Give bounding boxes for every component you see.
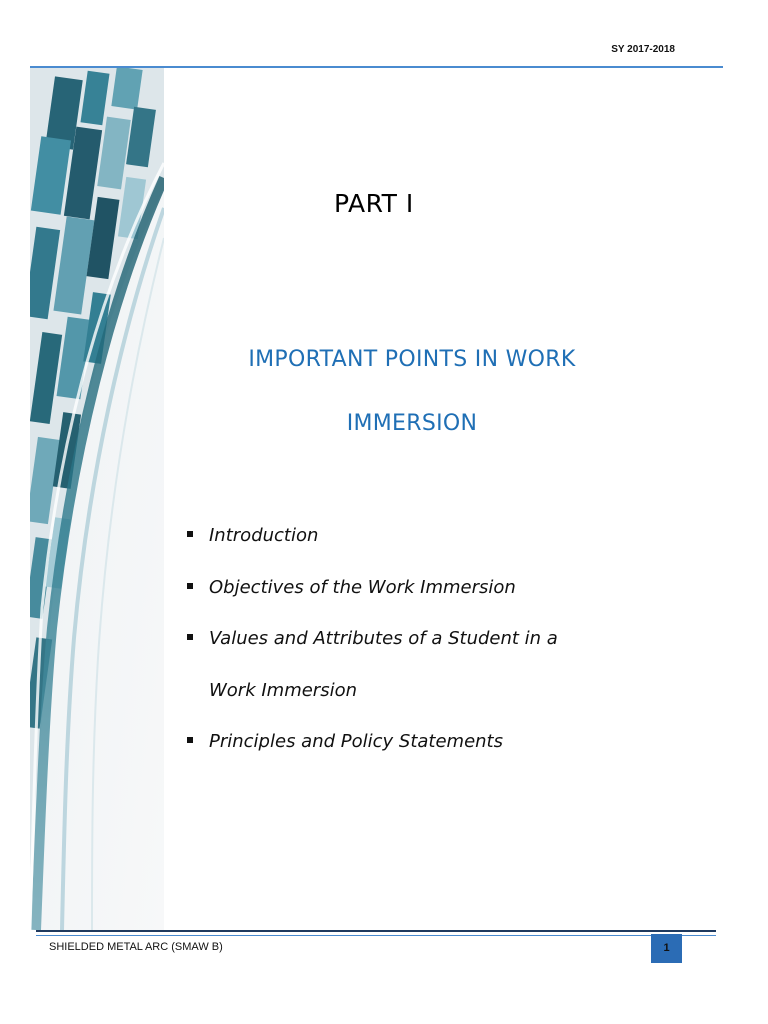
bullet-icon — [187, 583, 193, 589]
decorative-panel-art — [30, 68, 164, 930]
topic-label: Objectives of the Work Immersion — [209, 576, 516, 598]
list-item — [186, 562, 646, 614]
part-title: PART I — [334, 189, 414, 218]
heading-line-1: IMPORTANT POINTS IN WORK — [248, 347, 576, 372]
list-item — [186, 510, 646, 562]
topic-label: Principles and Policy Statements — [209, 731, 503, 752]
list-item — [186, 613, 646, 665]
bullet-icon — [187, 737, 193, 743]
side-decoration — [30, 68, 164, 930]
topic-label: Introduction — [209, 525, 319, 546]
bullet-icon — [187, 531, 193, 537]
main-heading — [164, 328, 660, 456]
topic-label: Values and Attributes of a Student in a — [209, 628, 558, 649]
list-item — [186, 716, 646, 768]
list-item-continuation — [186, 665, 646, 717]
page-number-badge: 1 — [651, 934, 682, 963]
topic-list — [186, 510, 646, 768]
footer-rule-dark — [36, 930, 716, 932]
bullet-icon — [187, 634, 193, 640]
topic-label: Work Immersion — [209, 679, 358, 701]
heading-line-2: IMMERSION — [346, 411, 478, 436]
header-year: SY 2017-2018 — [611, 44, 675, 55]
footer-rule-light — [36, 935, 716, 936]
footer-course: SHIELDED METAL ARC (SMAW B) — [49, 941, 223, 953]
